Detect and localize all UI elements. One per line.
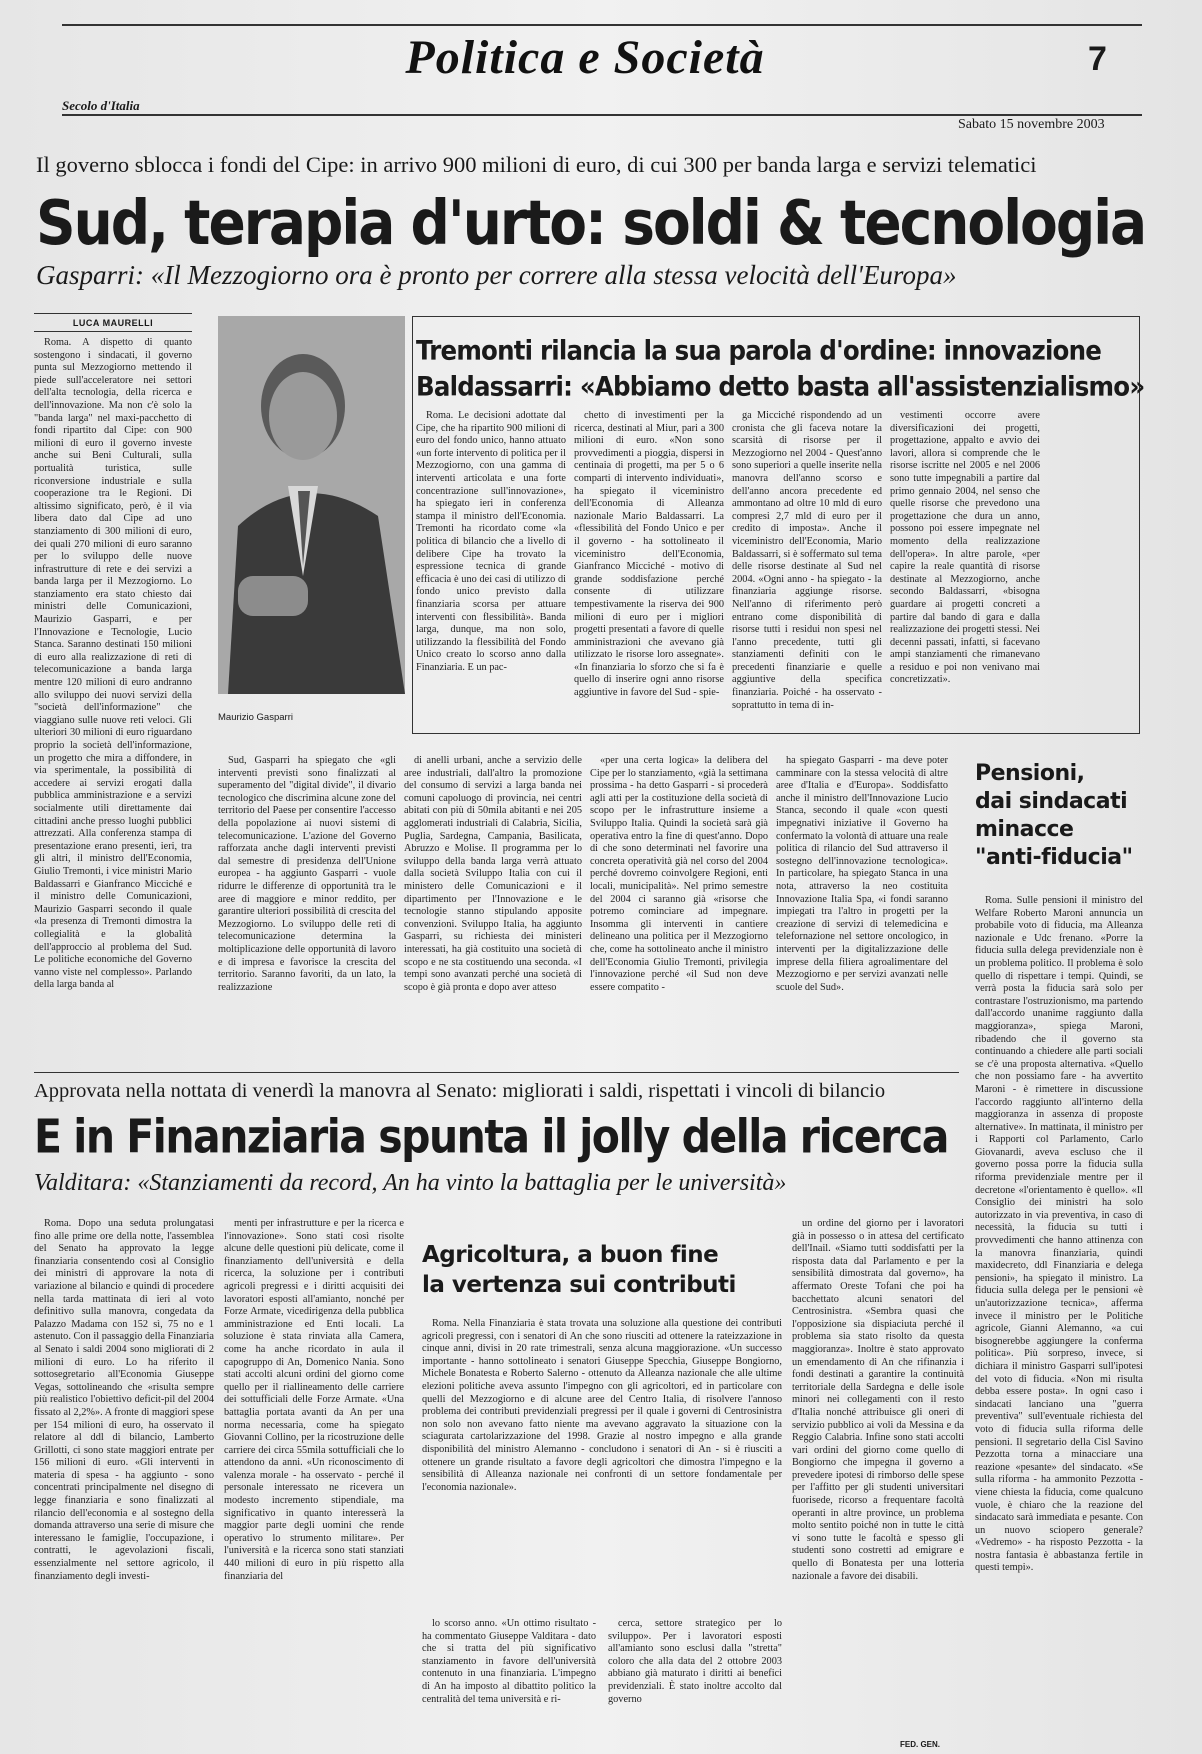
story5-headline-line1: Agricoltura, a buon fine (422, 1242, 719, 1268)
story3-headline-line3: minacce (975, 817, 1074, 842)
story4-column-2: menti per infrastrutture e per la ricerca e l'innovazione». Sono stati così risolte alcune delle questioni più delicate, come il finanziamento dell'università e della ricerca, la soluzione per i contributi agricoli pregressi e i diritti acquisiti dei lavoratori esposti all'amianto, nonché per Forze Armate, vicedirigenza della pubblica amministrazione ed Enti locali. La soluzione è stata rinviata alla Camera, come ha anche ricordato in aula il capogruppo di An, Domenico Nania. Sono stati accolti alcuni ordini del giorno come quello per il riallineamento delle carriere dei sottufficiali delle Forze Armate. «Una battaglia portata avanti da An per una norma necessaria, come ha spiegato Giovanni Collino, per la ricostruzione delle carriere dei circa 55mila sottufficiali che lo attendono da anni. «Un riconoscimento di valenza morale - ha osservato - perché il personale interessato ne ricevera un modesto incremento stipendiale, ma significativo in quanto interesserà la maggior parte degli uomini che rende operativo lo strumento militare». Per l'università e la ricerca sono stati stanziati 440 milioni di euro in più rispetto alla finanziaria del (224, 1218, 404, 1582)
story1-subhead: Gasparri: «Il Mezzogiorno ora è pronto per correre alla stessa velocità dell'Europa» (36, 260, 957, 290)
story1-kicker: Il governo sblocca i fondi del Cipe: in arrivo 900 milioni di euro, di cui 300 per banda larga e servizi telematici (36, 152, 1037, 177)
story5-column-1: Roma. Nella Finanziaria è stata trovata una soluzione alla questione dei contributi agricoli pregressi, con i senatori di An che sono riusciti ad ottenere la rateizzazione in cinque anni, divisi in 20 rate trimestrali, senza alcuna maggiorazione. «Un successo importante - hanno sottolineato i senatori Giuseppe Specchia, Giuseppe Bongiorno, Michele Bonatesta e Roberto Salerno - ottenuto da Alleanza nazionale che alle ultime elezioni politiche aveva assunto l'impegno con gli agricoltori, ed in particolare con quelli del Mezzogiorno e di alcune aree del Centro Italia, di risolvere l'annoso problema dei contributi previdenziali pregressi per il quale i governi di Centrosinistra non solo non avevano fatto niente ma avevano aggravato la situazione con la sciagurata cartolarizzazione del 1998. Grazie al nostro impegno e alla grande disponibilità del ministro Alemanno - concludono i senatori di An - si è riusciti a ottenere un grande risultato a favore degli agricoltori che dimostra l'impegno e la sensibilità di Alleanza nazionale nei confronti di un settore fondamentale per l'economia nazionale». (422, 1318, 782, 1493)
story1-column-1: Roma. A dispetto di quanto sostengono i sindacati, il governo punta sul Mezzogiorno mettendo il piede sull'acceleratore nei settori dell'alta tecnologia, della ricerca e dell'innovazione. Ma non c'è solo la "banda larga" nel maxi-pacchetto di fondi ripartito dal Cipe: con 900 milioni di euro il governo investe anche sui Beni Culturali, sulla portualità turistica, sulle riconversione industriale e sulla cooperazione tra le Regioni. Di altissimo significato, però, è il via libera dato dal Cipe ad uno stanziamento di 300 milioni di euro, dei quali 270 milioni di euro saranno per lo sviluppo delle nuove infrastrutture di rete e dei servizi a banda larga per il Mezzogiorno. Lo stanziamento era stato chiesto dai ministri delle Comunicazioni, Maurizio Gasparri, e per l'Innovazione e Tecnologie, Lucio Stanca. Saranno destinati 150 milioni di euro alla realizzazione di reti di telecomunicazione a banda larga mentre 120 milioni di euro andranno allo sviluppo dei nuovi servizi della "società dell'informazione" che viaggiano sulle nuove reti veloci. Gli ulteriori 30 milioni di euro riguardano proprio la società dell'informazione, un progetto che mira a diffondere, in via sperimentale, la possibilità di accedere ai servizi erogati dalla pubblica amministrazione e a servizi socialmente utili direttamente dai cittadini anche presso luoghi pubblici attrezzati. Alla conferenza stampa di presentazione erano presenti, ieri, tra gli altri, il ministro dell'Economia, Giulio Tremonti, i vice ministri Mario Baldassarri e Gianfranco Micciché e il ministro delle Comunicazioni, Maurizio Gasparri secondo il quale «la presenza di Tremonti dimostra la collegialità e la globalità dell'approccio al problema del Sud. Le politiche economiche del Governo vanno viste nel complesso». Parlando della larga banda al (34, 337, 192, 991)
story2-column-1: Roma. Le decisioni adottate dal Cipe, che ha ripartito 900 milioni di euro del fondo unico, hanno attuato «un forte intervento di politica per il Mezzogiorno, con una gamma di interventi articolata e una forte concentrazione sull'innovazione», ha spiegato ieri in conferenza stampa il ministro dell'Economia. Tremonti ha ricordato come «la politica di bilancio che a livello di delibere Cipe ha trovato la espressione tecnica di grande efficacia è uno dei casi di utilizzo di fondo unico previsto dalla finanziaria scorsa per attuare interventi con flessibilità». Banda larga, dunque, ma non solo, utilizzando la flessibilità del Fondo Unico creato lo scorso anno dalla Finanziaria. E un pac- (416, 410, 566, 673)
story1-column-5: ha spiegato Gasparri - ma deve poter camminare con la stessa velocità di altre aree d'Italia e d'Europa». Soddisfatto anche il ministro dell'Innovazione Lucio Stanca, secondo il quale «con questi impegnativi iniziative il Governo ha confermato la volontà di attuare una reale politica di rilancio del Sud attraverso il sostegno dell'innovazione tecnologica». In particolare, ha spiegato Stanca in una nota, attraverso la neo costituita Innovazione Italia Spa, «i fondi saranno impiegati tra l'altro in progetti per la creazione di servizi di telemedicina e telefornazione nel settore oncologico, in interventi per la digitalizzazione delle imprese della filiera agroalimentare del Mezzogiorno e per servizi avanzati nelle scuole del Sud». (776, 755, 948, 993)
story3-headline-line1: Pensioni, (975, 761, 1085, 786)
masthead-rule (62, 114, 1142, 116)
story1-headline: Sud, terapia d'urto: soldi & tecnologia (36, 187, 1146, 259)
story4-headline: E in Finanziaria spunta il jolly della ricerca (34, 1110, 948, 1164)
story5-headline (422, 1240, 782, 1300)
issue-date: Sabato 15 novembre 2003 (958, 117, 1105, 132)
story1-column-4: «per una certa logica» la delibera del Cipe per lo stanziamento, «già la settimana prossima - ha detto Gasparri - si procederà agli atti per la costituzione della società di scopo per le infrastrutture insieme a Sviluppo Italia. Quindi la società sarà già operativa entro la fine di quest'anno. Dopo di che sono determinati nel favorire una concreta operatività già nel corso del 2004 perché dovremo coinvolgere Regioni, enti locali, municipalità». Nel primo semestre del 2004 ci saranno già «risorse che potremo cominciare ad impegnare. Insomma gli interventi in cantiere delineano una politica per il Mezzogiorno che, come ha sottolineato anche il ministro dell'Economia Giulio Tremonti, privilegia l'innovazione perché «il Sud non deve essere compatito - (590, 755, 768, 993)
story3-headline-line2: dai sindacati (975, 789, 1128, 814)
story3-headline (975, 760, 1145, 872)
story3-headline-line4: "anti-fiducia" (975, 845, 1133, 870)
portrait-illustration (218, 316, 405, 694)
byline: LUCA MAURELLI (72, 318, 154, 328)
story2-column-3: ga Micciché rispondendo ad un cronista che gli faceva notare la scarsità di risorse per il Mezzogiorno nel 2004 - Quest'anno sono superiori a quelle inserite nella manovra dell'anno scorso e dell'anno ancora precedente ed ammontano ad oltre 10 mld di euro compresi 2,7 mld di euro per il credito di imposta». Anche il viceministro dell'Economia, Mario Baldassarri, si è soffermato sul tema delle risorse destinate al Sud nel 2004. «Ogni anno - ha spiegato - la finanziaria aggiunge risorse. Nell'anno di riferimento però entrano come disponibilità di risorse tutti i residui non spesi nel l'anno precedente, tutti gli stanziamenti definiti con le precedenti finanziarie e quelle aggiuntive della specifica finanziaria. Poiché - ha osservato - soprattutto in tema di in- (732, 410, 882, 711)
story5-headline-line2: la vertenza sui contributi (422, 1272, 736, 1298)
section-title: Politica e Società (405, 31, 765, 84)
story1-column-3: di anelli urbani, anche a servizio delle aree industriali, dall'altro la promozione del consumo di servizi a larga banda nei comuni capoluogo di provincia, nei centri abitati con più di 50mila abitanti e nei 205 agglomerati industriali di Calabria, Sicilia, Puglia, Sardegna, Campania, Basilicata, Abruzzo e Molise. Il programma per lo sviluppo della banda larga verrà attuato dalla società Sviluppo Italia con cui il ministero delle Comunicazioni e il dipartimento per l'Innovazione e le tecnologie stanno stipulando apposite convenzioni. Sviluppo Italia, ha aggiunto Gasparri, su richiesta dei ministeri interessati, ha già costituito una società di scopo e ne sta costituendo una seconda. «I tempi sono avanzati perché una società di scopo è già pronta e dopo aver atteso (404, 755, 582, 993)
story5-column-2: un ordine del giorno per i lavoratori già in possesso o in attesa del certificato dell'Inail. «Siamo tutti soddisfatti per la risposta data dal Parlamento e per la sensibilità dimostrata dal governo», ha affermato Oreste Tofani che poi ha bacchettato alcuni senatori del Centrosinistra. «Sembra quasi che l'opposizione sia dispiaciuta perché il problema sia stato risolto da questa maggioranza». Inoltre è stato approvato un emendamento di An che rifinanzia i fondi destinati a garantire la continuità territoriale della Sardegna e delle isole minori nei collegamenti con il resto d'Italia nonché attribuisce gli oneri di servizio pubblico ai voli da Messina e da Reggio Calabria. Infine sono stati accolti vari ordini del giorno come quello di Bongiorno che impegna il governo a prevedere ipotesi di rimborso delle spese per l'affitto per gli studenti universitari fuorisede, ricorso a frequentare facoltà operanti in altre province, un problema molto sentito poiché non in tutte le città vi sono tutte le facoltà e spesso gli studenti sono costretti ad emigrare e quello di Bonatesta per una lotteria nazionale a favore dei disabili. (792, 1218, 964, 1582)
page-number: 7 (1088, 40, 1107, 78)
story2-column-2: chetto di investimenti per la ricerca, destinati al Miur, pari a 300 milioni di euro. «Non sono provvedimenti a pioggia, dispersi in centinaia di progetti, ma per 5 o 6 comparti di intervento individuati», ha spiegato il viceministro dell'Economia di Alleanza nazionale Mario Baldassarri. La «flessibilità del Fondo Unico e per il governo - ha sottolineato il viceministro dell'Economia, Gianfranco Micciché - motivo di grande soddisfazione perché consente di utilizzare tempestivamente la riserva dei 900 milioni di euro per i migliori progetti presentati a favore di quelle amministrazioni che avevano già utilizzato le risorse loro assegnate». «In finanziaria lo sforzo che si fa è quello di inserire ogni anno risorse aggiuntive in favore del Sud - spie- (574, 410, 724, 699)
story5-signature: FED. GEN. (900, 1740, 941, 1749)
story3-body: Roma. Sulle pensioni il ministro del Welfare Roberto Maroni annuncia un probabile voto di fiducia, ma Alleanza nazionale e Udc frenano. «Porre la fiducia sulla delega previdenziale non è un problema politico. Il problema è solo quello di rispettare i tempi. Quindi, se verrà posta la fiducia sarà solo per contrastare l'ostruzionismo, ma partendo dall'accordo unanime raggiunto dalla maggioranza», spiega Maroni, ribadendo che il governo sta continuando a chiedere alle parti sociali se c'è una proposta alternativa. «Quello che non possiamo fare - ha avvertito Maroni - è rimettere in discussione l'accordo raggiunto all'interno della maggioranza in assenza di proposte alternative». In mattinata, il ministro per i Rapporti col Parlamento, Carlo Giovanardi, aveva escluso che il governo possa porre la fiducia sulla riforma previdenziale mentre per il decretone «l'orientamento è quello». «Il Consiglio dei ministri ha solo autorizzato in via preventiva, in caso di necessità, la fiducia su tutti i provvedimenti che hanno attinenza con la manovra finanziaria, quindi maxidecreto, ddl Finanziaria e delega pensioni», ha spiegato il ministro. La fiducia sulla delega per le pensioni «è un'autorizzazione tecnica», afferma invece il ministro per le Politiche agricole, Gianni Alemanno, «a cui bisognerebbe aggiungere la conferma politica». Più sorpreso, invece, si dichiara il ministro Gasparri sull'ipotesi del voto di fiducia. «Non mi risulta debba essere posta». In ogni caso i sindacati lanciano una "guerra preventiva" sull'eventuale richiesta del voto di fiducia sulla riforma delle pensioni. Il segretario della Cisl Savino Pezzotta torna a minacciare una reazione «pesante» del sindacato. «Se sulla riforma - ha ammonito Pezzotta - viene chiesta la fiducia, come qualcuno vuole, è chiaro che la reazione del sindacato sarà immediata e pesante. Con un nuovo sciopero generale? «Vedremo» - ha risposto Pezzotta - la nostra fantasia è abbastanza fertile in questi tempi». (975, 895, 1143, 1574)
story4-rule (34, 1072, 959, 1073)
story4-column-4: cerca, settore strategico per lo sviluppo». Per i lavoratori esposti all'amianto sono esclusi dalla "stretta" coloro che alla data del 2 ottobre 2003 abbiano già maturato i diritti ai benefici previdenziali. È stato inoltre accolto dal governo (608, 1618, 782, 1705)
story1-column-2: Sud, Gasparri ha spiegato che «gli interventi previsti sono finalizzati al superamento del "digital divide", il divario tecnologico che discrimina alcune zone del territorio del Paese per consentire l'accesso della popolazione ai nuovi sistemi di telecomunicazione. L'azione del Governo rafforzata anche dagli interventi previsti dal semestre di presidenza dell'Unione europea - ha aggiunto Gasparri - vuole ridurre le differenze di opportunità tra le aree di maggiore e minor reddito, per garantire ulteriori possibilità di crescita del Mezzogiorno. Lo sviluppo delle reti di telecomunicazione determina la moltiplicazione delle opportunità di lavoro e di impresa e favorisce la crescita del territorio. Saranno favoriti, da un lato, la realizzazione (218, 755, 396, 993)
story4-column-3: lo scorso anno. «Un ottimo risultato - ha commentato Giuseppe Valditara - dato che si tratta del più significativo stanziamento in favore dell'università contenuto in una finanziaria. L'impegno di An ha imposto al dibattito politico la centralità del tema università e ri- (422, 1618, 596, 1705)
photo-caption: Maurizio Gasparri (218, 712, 293, 723)
byline-rule-top (34, 313, 192, 314)
story4-subhead: Valditara: «Stanziamenti da record, An ha vinto la battaglia per le università» (34, 1170, 787, 1196)
story2-headline-line2: Baldassarri: «Abbiamo detto basta all'assistenzialismo» (416, 370, 1145, 402)
paper-name: Secolo d'Italia (62, 98, 140, 113)
story4-column-1: Roma. Dopo una seduta prolungatasi fino alle prime ore della notte, l'assemblea del Senato ha approvato la legge finanziaria consentendo così al Consiglio dei ministri di approvare la nota di variazione al bilancio e quindi di procedere nella tarda mattinata di ieri al voto definitivo sulla manovra, congedata da Palazzo Madama con 152 sì, 75 no e 1 astenuto. Con il passaggio della Finanziaria al Senato i saldi 2004 sono migliorati di 2 milioni di euro. Lo ha riferito il sottosegretario all'Economia Giuseppe Vegas, sottolineando che «risulta sempre più realistico l'obiettivo deficit-pil del 2004 fissato al 2,2%». A fronte di maggiori spese per 154 milioni di euro, ha osservato il relatore al ddl di bilancio, Lamberto Grillotti, ci sono state maggiori entrate per 156 milioni di euro. «Gli interventi in materia di spesa - ha aggiunto - sono concentrati principalmente nel disegno di legge finanziaria e sono finalizzati al rilancio dell'economia e al sostegno della domanda attraverso una serie di misure che interessano le famiglie, l'occupazione, i contratti, le agevolazioni fiscali, essenzialmente nel settore agricolo, il finanziamento degli investi- (34, 1218, 214, 1582)
byline-rule-bottom (34, 331, 192, 332)
top-rule (62, 24, 1142, 26)
story2-headline-line1: Tremonti rilancia la sua parola d'ordine: innovazione (416, 334, 1102, 366)
story2-column-4: vestimenti occorre avere diversificazioni dei progetti, progettazione, appalto e avvio dei lavori, allora si comprende che le risorse iscritte nel 2005 e nel 2006 sono tutte impegnabili a partire dal primo gennaio 2004, nel senso che quelle risorse che prevedono una progettazione che dura un anno, possono poi essere impegnate nel momento della realizzazione dell'opera». In altre parole, «per capire la reale quantità di risorse destinate al Mezzogiorno, anche secondo Baldassarri, «bisogna guardare ai progetti concreti a partire dal bando di gara e dalla realizzazione dei progetti stessi. Nei decenni passati, infatti, si facevano ampi stanziamenti che rimanevano a residuo e poi non venivano mai concretizzati». (890, 410, 1040, 686)
story4-kicker: Approvata nella nottata di venerdì la manovra al Senato: migliorati i saldi, rispettati i vincoli di bilancio (34, 1080, 886, 1102)
gasparri-photo (218, 316, 405, 694)
